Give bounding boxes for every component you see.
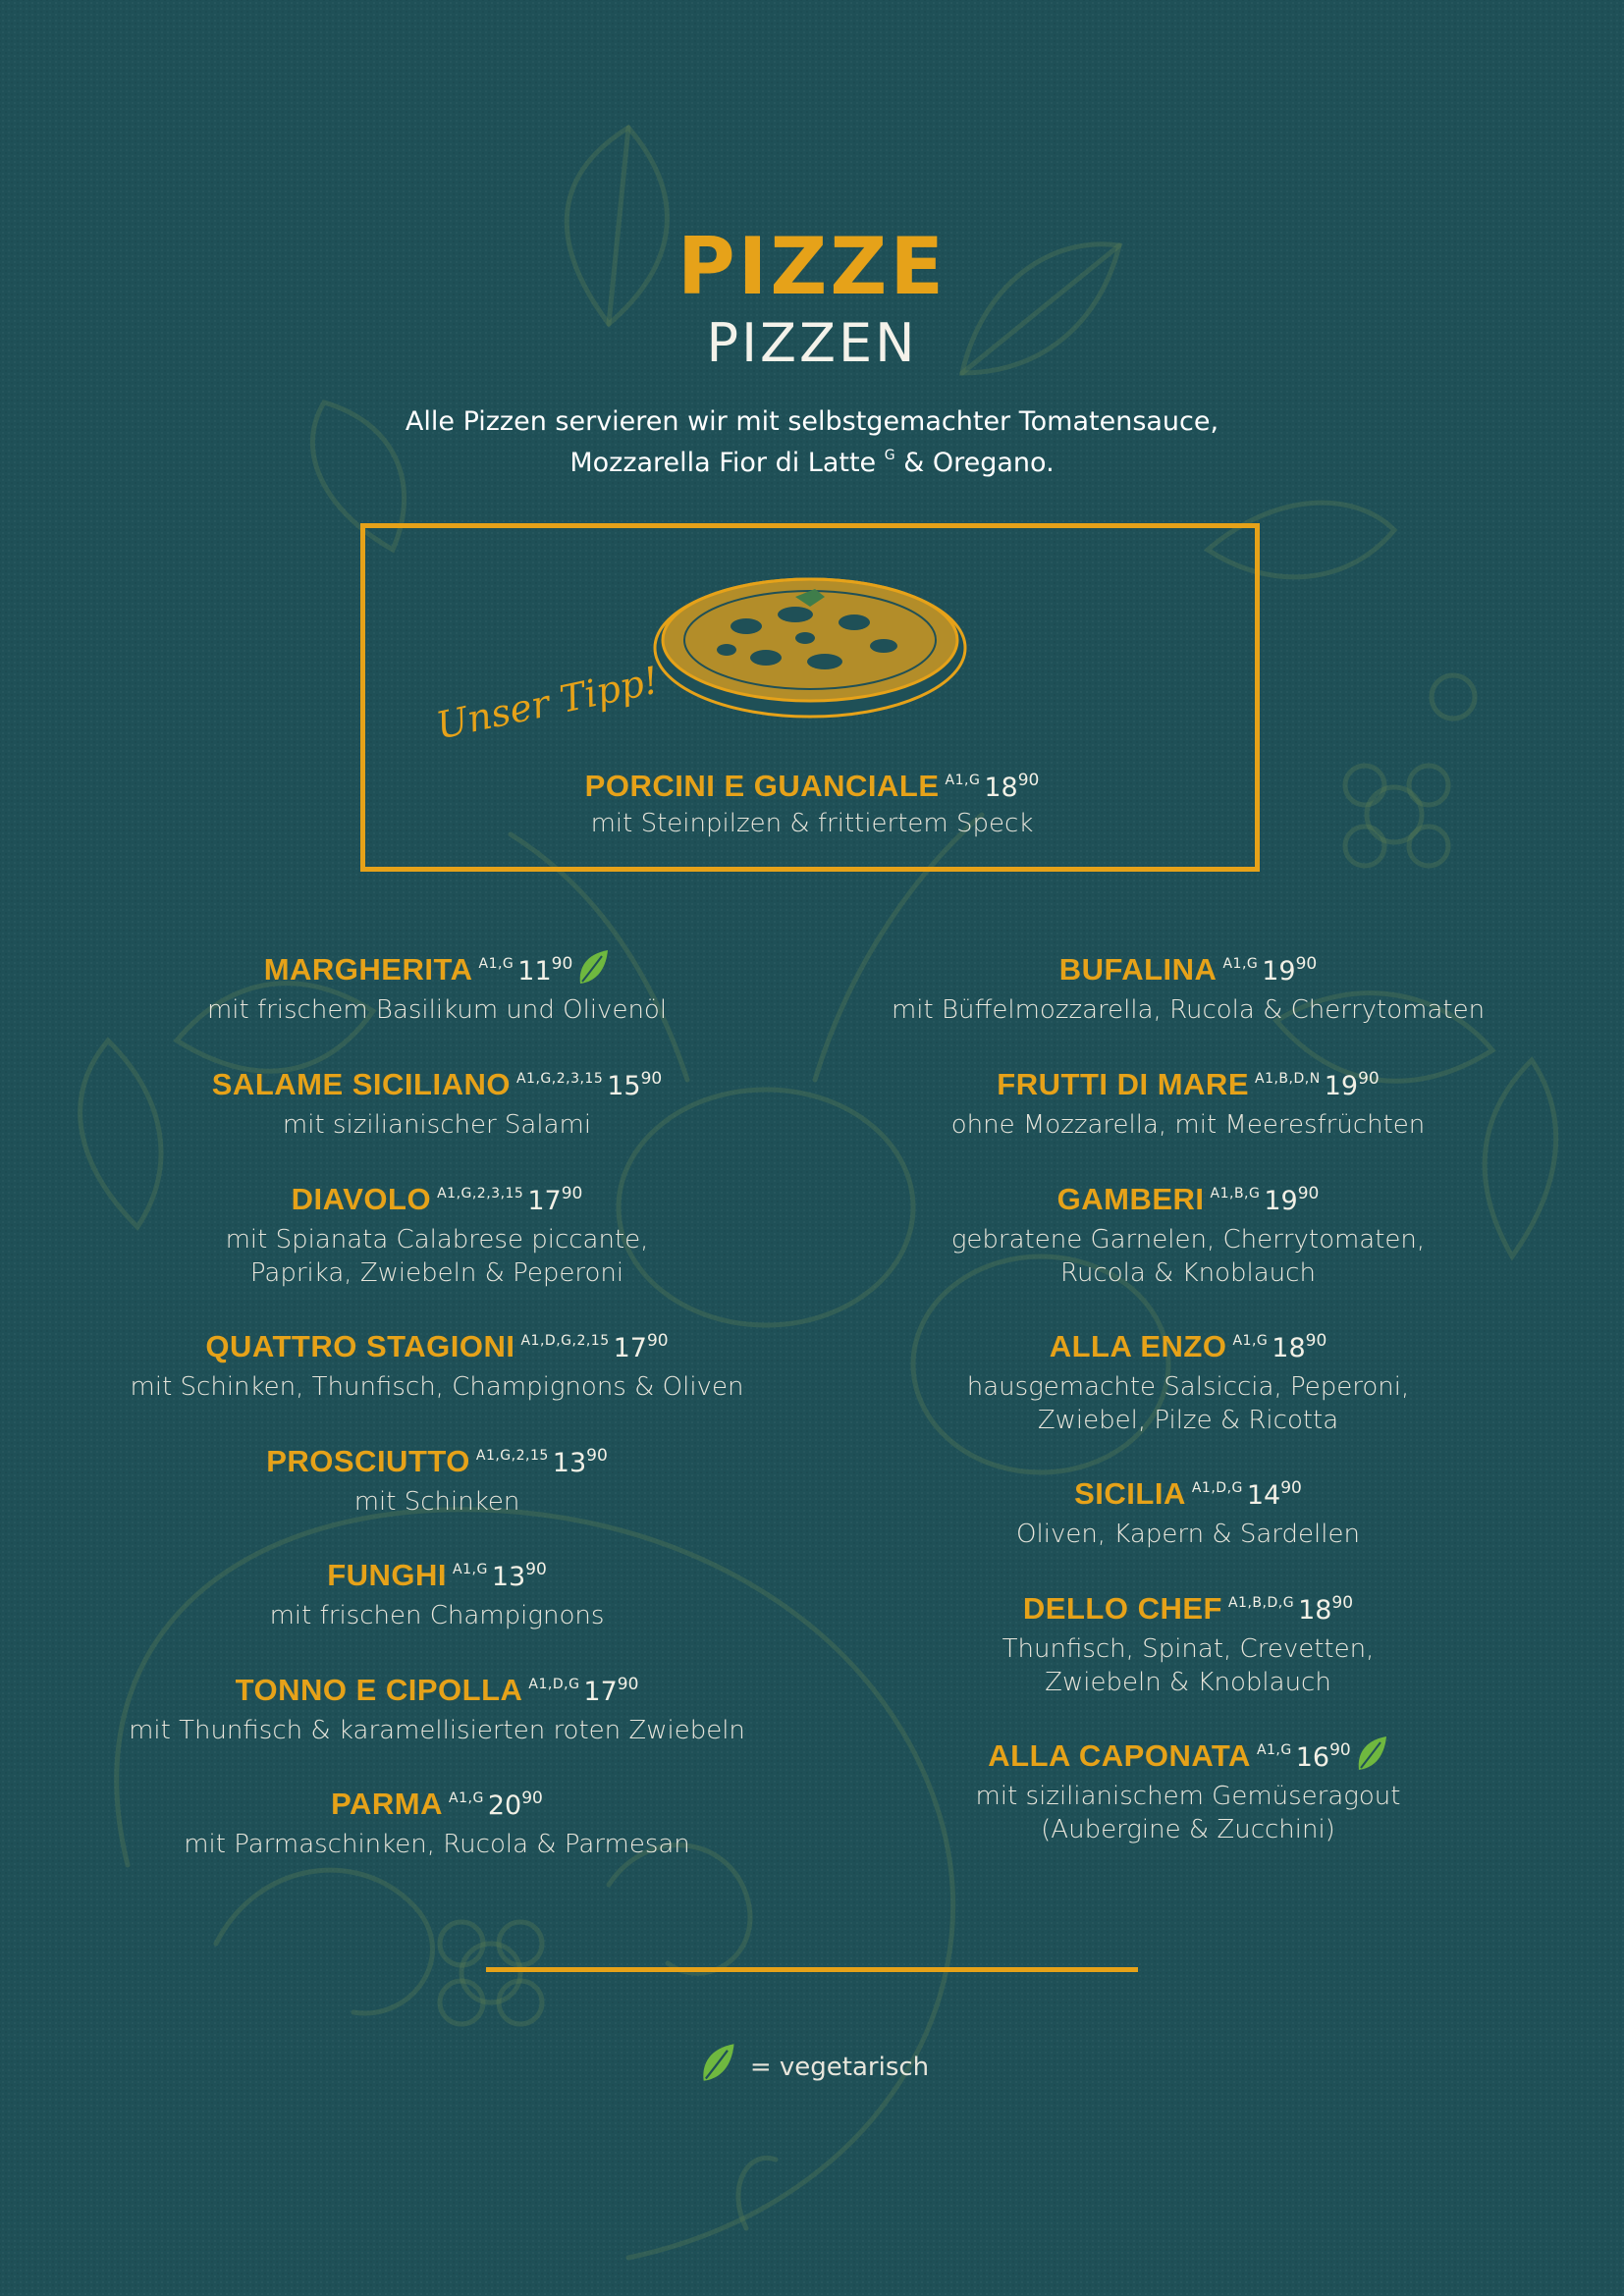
item-description: hausgemachte Salsiccia, Peperoni, [966, 1372, 1410, 1402]
item-description: mit Thunfisch & karamellisierten roten Zwiebeln [129, 1716, 745, 1745]
item-description: mit Parmaschinken, Rucola & Parmesan [184, 1830, 690, 1859]
item-allergens: A1,B,D,G [1227, 1595, 1295, 1611]
item-description: Oliven, Kapern & Sardellen [1016, 1520, 1360, 1549]
item-price: $15^{90}$ [607, 1069, 663, 1101]
menu-item [869, 1322, 1507, 1437]
menu-item [118, 1175, 756, 1290]
item-description-line-2: Zwiebeln & Knoblauch [1045, 1668, 1331, 1697]
item-description-line-2: Zwiebel, Pilze & Ricotta [1037, 1406, 1339, 1435]
item-price: $19^{90}$ [1262, 954, 1318, 987]
item-allergens: A1,G [1222, 956, 1259, 972]
menu-item [869, 1060, 1507, 1142]
item-price: $19^{90}$ [1264, 1184, 1320, 1216]
item-price: $17^{90}$ [613, 1331, 669, 1363]
item-description: mit frischem Basilikum und Olivenöl [206, 995, 668, 1025]
featured-item-name: PORCINI E GUANCIALE [584, 769, 940, 803]
item-description: mit Spianata Calabrese piccante, [225, 1225, 649, 1255]
item-description-line-2: (Aubergine & Zucchini) [1041, 1815, 1335, 1844]
item-name: BUFALINA [1058, 952, 1218, 987]
item-name: ALLA CAPONATA [988, 1738, 1251, 1773]
item-price: $18^{90}$ [1272, 1331, 1327, 1363]
item-allergens: A1,B,G [1210, 1186, 1261, 1201]
menu-item [118, 945, 756, 1027]
item-description: ohne Mozzarella, mit Meeresfrüchten [950, 1110, 1426, 1140]
pizza-illustration-icon [648, 567, 972, 724]
item-name: SALAME SICILIANO [211, 1067, 511, 1101]
intro-text [0, 405, 1624, 480]
vegetarian-leaf-icon [576, 948, 610, 986]
item-allergens: A1,D,G [528, 1677, 580, 1692]
intro-line-1: Alle Pizzen servieren wir mit selbstgemachter Tomatensauce, [405, 406, 1219, 437]
item-allergens: A1,G [453, 1562, 488, 1577]
item-name: GAMBERI [1056, 1182, 1205, 1216]
menu-item [118, 1666, 756, 1747]
item-name: PROSCIUTTO [266, 1444, 470, 1478]
page-subtitle: PIZZEN [706, 312, 918, 374]
item-name: TONNO E CIPOLLA [235, 1673, 523, 1707]
item-name: DELLO CHEF [1022, 1591, 1222, 1626]
item-allergens: A1,D,G [1191, 1480, 1243, 1496]
item-price: $17^{90}$ [527, 1184, 583, 1216]
footer-divider [486, 1967, 1138, 1972]
item-price: $11^{90}$ [517, 954, 573, 987]
item-price: $20^{90}$ [487, 1789, 543, 1821]
item-description: mit Büffelmozzarella, Rucola & Cherrytomaten [891, 995, 1486, 1025]
item-price: $19^{90}$ [1324, 1069, 1380, 1101]
intro-line-2: Mozzarella Fior di Latte $^G$ & Oregano. [569, 448, 1055, 478]
item-description-line-2: Rucola & Knoblauch [1060, 1258, 1316, 1288]
vegetarian-legend [0, 2042, 1624, 2083]
item-name: QUATTRO STAGIONI [205, 1329, 515, 1363]
item-price: $17^{90}$ [583, 1675, 639, 1707]
item-description: gebratene Garnelen, Cherrytomaten, [950, 1225, 1426, 1255]
featured-item-allergens: A1,G [945, 773, 981, 788]
item-name: PARMA [331, 1787, 444, 1821]
menu-item [118, 1551, 756, 1632]
menu-item [869, 1469, 1507, 1551]
item-description: mit frischen Champignons [269, 1601, 605, 1630]
legend-label: = vegetarisch [749, 2053, 930, 2082]
menu-item [118, 1322, 756, 1404]
recommendation-tag: Unser Tipp! [432, 658, 663, 748]
item-name: MARGHERITA [263, 952, 473, 987]
item-name: FRUTTI DI MARE [997, 1067, 1249, 1101]
item-allergens: A1,G,2,3,15 [437, 1186, 524, 1201]
item-allergens: A1,G,2,15 [475, 1448, 549, 1464]
menu-item [869, 1175, 1507, 1290]
menu-item [869, 1732, 1507, 1846]
item-description: mit Schinken [353, 1487, 520, 1517]
item-allergens: A1,G [1232, 1333, 1269, 1349]
menu-item [118, 1060, 756, 1142]
item-price: $13^{90}$ [491, 1560, 547, 1592]
item-description: mit sizilianischem Gemüseragout [975, 1782, 1401, 1811]
item-price: $14^{90}$ [1246, 1478, 1302, 1511]
item-allergens: A1,G,2,3,15 [515, 1071, 604, 1087]
menu-item [869, 1584, 1507, 1699]
item-name: SICILIA [1074, 1476, 1186, 1511]
item-price: $13^{90}$ [552, 1446, 608, 1478]
item-description: Thunfisch, Spinat, Crevetten, [1001, 1634, 1375, 1664]
item-name: ALLA ENZO [1049, 1329, 1227, 1363]
item-allergens: A1,D,G,2,15 [520, 1333, 610, 1349]
allergen-superscript: G [884, 448, 895, 463]
vegetarian-leaf-icon [1355, 1735, 1388, 1772]
item-description: mit sizilianischer Salami [282, 1110, 592, 1140]
menu-item [118, 1437, 756, 1519]
featured-item-description: mit Steinpilzen & frittiertem Speck [590, 809, 1034, 838]
item-price: $18^{90}$ [1298, 1593, 1354, 1626]
item-allergens: A1,G [1256, 1742, 1292, 1758]
item-description-line-2: Paprika, Zwiebeln & Peperoni [249, 1258, 624, 1288]
featured-item-title [0, 769, 1624, 804]
item-name: FUNGHI [327, 1558, 448, 1592]
item-name: DIAVOLO [291, 1182, 432, 1216]
item-allergens: A1,G [449, 1790, 484, 1806]
menu-item [869, 945, 1507, 1027]
item-allergens: A1,G [478, 956, 514, 972]
vegetarian-leaf-icon [699, 2042, 736, 2083]
item-description: mit Schinken, Thunfisch, Champignons & Oliven [130, 1372, 744, 1402]
page-title: PIZZE [677, 221, 947, 312]
menu-item [118, 1780, 756, 1861]
featured-item-price: $18^{90}$ [984, 771, 1040, 803]
item-price: $16^{90}$ [1295, 1740, 1351, 1773]
item-allergens: A1,B,D,N [1255, 1071, 1321, 1087]
